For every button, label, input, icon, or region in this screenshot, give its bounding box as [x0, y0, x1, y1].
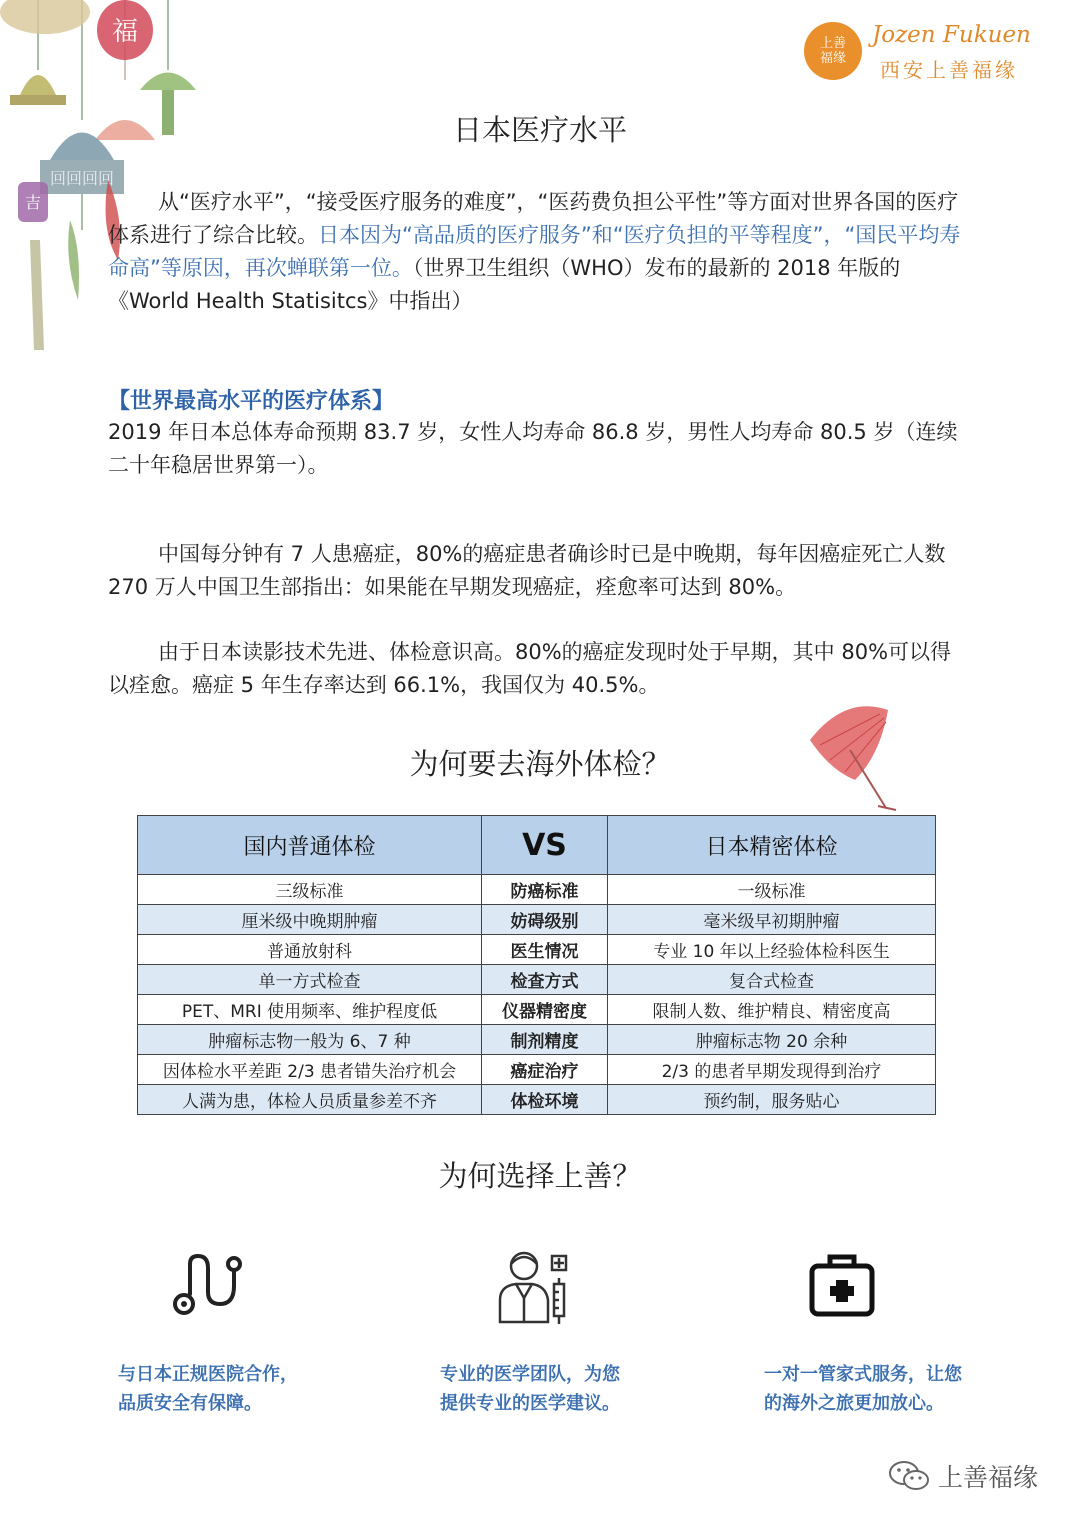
table-row [138, 935, 936, 965]
cell-criterion: 医生情况 [482, 935, 608, 965]
cell-domestic: PET、MRI 使用频率、维护程度低 [138, 995, 482, 1025]
table-row [138, 1025, 936, 1055]
cell-domestic: 因体检水平差距 2/3 患者错失治疗机会 [138, 1055, 482, 1085]
why-overseas-heading: 为何要去海外体检？ [409, 747, 671, 781]
cell-domestic: 普通放射科 [138, 935, 482, 965]
feature-text-hospital [118, 1360, 298, 1418]
brand-logo [804, 18, 1044, 88]
account-watermark [888, 1458, 1038, 1494]
cell-domestic: 人满为患，体检人员质量参差不齐 [138, 1085, 482, 1115]
feature-line-1: 专业的医学团队，为您 [440, 1364, 620, 1385]
svg-text:回回回回: 回回回回 [49, 169, 115, 188]
table-row [138, 875, 936, 905]
feature-line-2: 提供专业的医学建议。 [440, 1393, 620, 1414]
cell-japan: 一级标准 [608, 875, 936, 905]
cell-japan: 专业 10 年以上经验体检科医生 [608, 935, 936, 965]
cell-domestic: 单一方式检查 [138, 965, 482, 995]
cell-japan: 肿瘤标志物 20 余种 [608, 1025, 936, 1055]
table-row [138, 965, 936, 995]
cancer-paragraph-1 [108, 538, 968, 604]
cancer-text-2: 由于日本读影技术先进、体检意识高。80%的癌症发现时处于早期，其中 80%可以得以痊愈。癌症 5 年生存率达到 66.1%，我国仅为 40.5%。 [108, 640, 952, 697]
table-row [138, 905, 936, 935]
cell-criterion: 癌症治疗 [482, 1055, 608, 1085]
svg-text:福: 福 [111, 17, 139, 47]
cell-criterion: 体检环境 [482, 1085, 608, 1115]
why-us-heading: 为何选择上善？ [438, 1159, 642, 1193]
table-row [138, 1055, 936, 1085]
header-japan: 日本精密体检 [608, 816, 936, 875]
doctor-icon [496, 1246, 576, 1326]
table-row [138, 995, 936, 1025]
feature-text-team [440, 1360, 620, 1418]
feature-line-2: 的海外之旅更加放心。 [764, 1393, 944, 1414]
umbrella-decoration [800, 700, 900, 812]
wechat-icon [888, 1459, 930, 1493]
cell-criterion: 检查方式 [482, 965, 608, 995]
feature-line-1: 与日本正规医院合作， [118, 1364, 298, 1385]
cell-domestic: 三级标准 [138, 875, 482, 905]
section-heading-highest: 【世界最高水平的医疗体系】 [108, 389, 395, 414]
cell-criterion: 制剂精度 [482, 1025, 608, 1055]
logo-brand-en: Jozen Fukuen [872, 22, 1031, 48]
cell-criterion: 防癌标准 [482, 875, 608, 905]
cell-domestic: 肿瘤标志物一般为 6、7 种 [138, 1025, 482, 1055]
intro-text-highlight: 日本因为“高品质的医疗服务”和“医疗负担的平等程度”，“国民平均寿命高”等原因，再次蝉联第一位。 [108, 223, 961, 280]
cell-japan: 复合式检查 [608, 965, 936, 995]
intro-paragraph [108, 186, 968, 318]
cancer-paragraph-2 [108, 636, 968, 702]
header-domestic: 国内普通体检 [138, 816, 482, 875]
cell-japan: 限制人数、维护精良、精密度高 [608, 995, 936, 1025]
feature-text-service [764, 1360, 962, 1418]
medical-kit-icon [802, 1246, 882, 1326]
cell-japan: 毫米级早初期肿瘤 [608, 905, 936, 935]
cell-japan: 预约制，服务贴心 [608, 1085, 936, 1115]
stethoscope-icon [168, 1246, 248, 1326]
logo-brand-cn: 西安上善福缘 [880, 58, 1018, 82]
life-expectancy-paragraph: 2019 年日本总体寿命预期 83.7 岁，女性人均寿命 86.8 岁，男性人均寿命 80.5 岁（连续二十年稳居世界第一）。 [108, 420, 958, 477]
feature-line-2: 品质安全有保障。 [118, 1393, 262, 1414]
cancer-text-1: 中国每分钟有 7 人患癌症，80%的癌症患者确诊时已是中晚期，每年因癌症死亡人数 270 万人中国卫生部指出：如果能在早期发现癌症，痊愈率可达到 80%。 [108, 542, 946, 599]
account-name: 上善福缘 [938, 1463, 1039, 1492]
intro-text-3: （世界卫生组织（WHO）发布的最新的 2018 年版的《World Health Statisitcs》中指出） [108, 256, 901, 313]
table-row [138, 1085, 936, 1115]
cell-criterion: 仪器精密度 [482, 995, 608, 1025]
cell-criterion: 妨碍级别 [482, 905, 608, 935]
svg-text:吉: 吉 [24, 193, 42, 212]
header-vs: VS [482, 816, 608, 875]
intro-text-1: 从“医疗水平”，“接受医疗服务的难度”，“医药费负担公平性”等方面对世界各国的医疗体系进行了综合比较。 [108, 190, 959, 247]
page-title: 日本医疗水平 [452, 113, 627, 147]
table-header-row [138, 816, 936, 875]
feature-line-1: 一对一管家式服务，让您 [764, 1364, 962, 1385]
comparison-table [137, 815, 936, 1115]
cell-japan: 2/3 的患者早期发现得到治疗 [608, 1055, 936, 1085]
cell-domestic: 厘米级中晚期肿瘤 [138, 905, 482, 935]
logo-mark: 上善 福缘 [804, 22, 862, 80]
